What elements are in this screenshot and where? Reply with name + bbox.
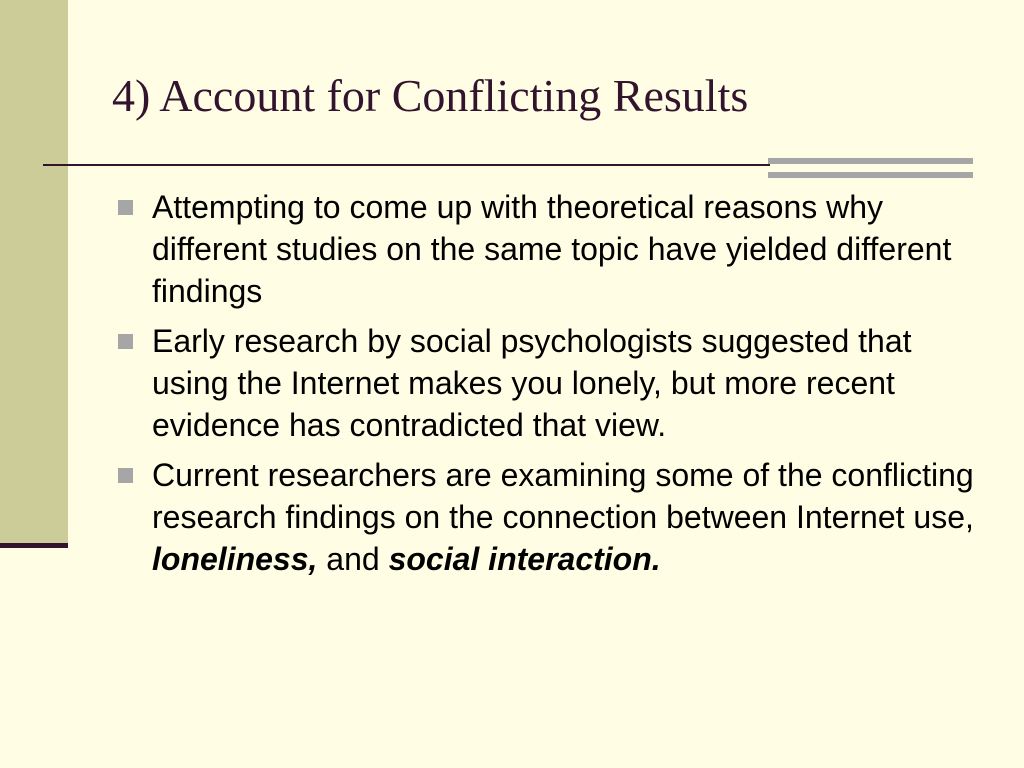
accent-bar-top xyxy=(768,158,973,164)
left-decorative-band xyxy=(0,0,68,543)
bullet-item xyxy=(116,454,976,580)
slide-title: 4) Account for Conflicting Results xyxy=(112,70,749,121)
bullet-list xyxy=(116,186,976,588)
bullet-text-connector: and xyxy=(317,541,389,577)
emphasis-social-interaction: social interaction. xyxy=(388,541,661,577)
square-bullet-icon xyxy=(118,468,133,483)
bullet-text: Attempting to come up with theoretical reasons why different studies on the same topic have yielded different findings xyxy=(152,189,952,309)
left-band-rule xyxy=(0,543,68,548)
bullet-item xyxy=(116,186,976,312)
square-bullet-icon xyxy=(118,334,133,349)
title-divider xyxy=(43,164,770,166)
accent-bar-bottom xyxy=(768,172,973,178)
bullet-text: Early research by social psychologists suggested that using the Internet makes you lonely, but more recent evidence has contradicted that view. xyxy=(152,323,912,443)
emphasis-loneliness: loneliness, xyxy=(152,541,318,577)
bullet-text: Current researchers are examining some of the conflicting research findings on the connection between Internet use, xyxy=(152,457,974,535)
bullet-item xyxy=(116,320,976,446)
square-bullet-icon xyxy=(118,200,133,215)
